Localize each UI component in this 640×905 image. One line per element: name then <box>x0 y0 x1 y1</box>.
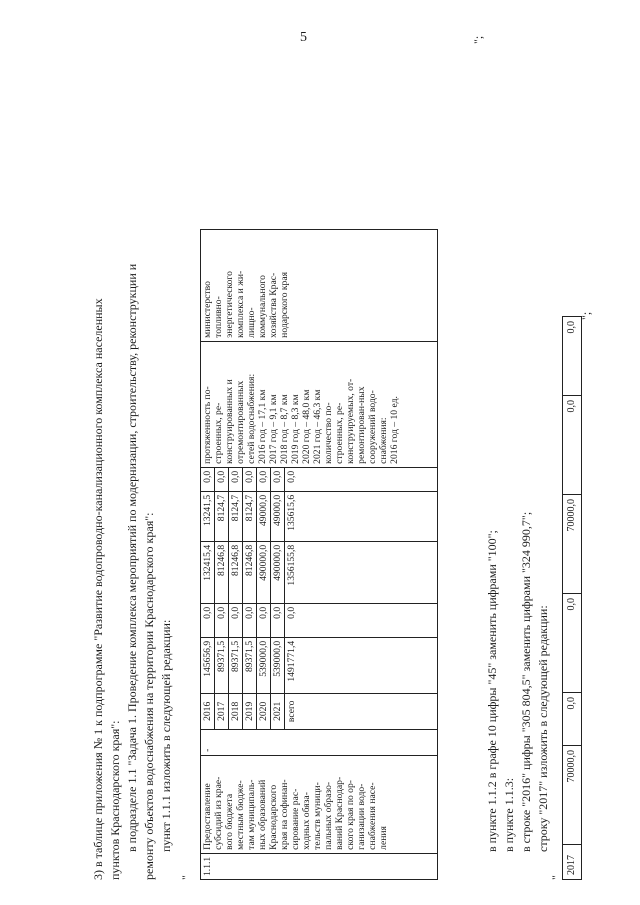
amendment-line: в пункте 1.1.2 в графе 10 цифры "45" заменить цифрами "100"; <box>485 530 499 852</box>
intro-line: пунктов Краснодарского края": <box>108 720 122 880</box>
executor: министерство топливно- энергетического комплекса и жи- лищно- коммунального хозяйства Крас- нодарского края <box>201 229 438 341</box>
year-cell: всего <box>285 693 438 729</box>
table-row <box>563 317 582 880</box>
total-cell: 145656,9 <box>201 637 215 693</box>
federal-cell: 0,0 <box>229 603 243 637</box>
municipal-cell: 49000,0 <box>271 491 285 541</box>
regional-cell: 0,0 <box>563 594 582 693</box>
year-cell: 2020 <box>257 693 271 729</box>
federal-cell: 0,0 <box>215 603 229 637</box>
total-cell: 539000,0 <box>257 637 271 693</box>
amendment-line: строку "2017" изложить в следующей редакции: <box>536 605 550 852</box>
regional-cell: 81246,8 <box>215 541 229 603</box>
municipal-cell: 49000,0 <box>257 491 271 541</box>
regional-cell: 1356155,8 <box>285 541 438 603</box>
status-mark: - <box>201 729 438 755</box>
federal-cell: 0,0 <box>201 603 215 637</box>
activity-name: Предоставление субсидий из крае- вого бюджета местным бюдже- там муниципаль- ных образований Краснодарского края на софинан- сирование рас- ходных обяза- тельств муници- пальных образо- ваний Краснодар- ского края по ор- ганизации водо- снабжения насе- ления <box>201 755 438 853</box>
year-cell: 2018 <box>229 693 243 729</box>
other-cell: 0,0 <box>229 467 243 491</box>
municipal-cell: 8124,7 <box>215 491 229 541</box>
intro-line: в подразделе 1.1 "Задача 1. Проведение комплекса мероприятий по модернизации, строительству, реконструкции и <box>125 263 139 852</box>
municipal-cell: 8124,7 <box>229 491 243 541</box>
total-cell: 89371,5 <box>243 637 257 693</box>
replacement-row-table <box>562 316 582 880</box>
open-quote: " <box>179 875 193 880</box>
total-cell: 89371,5 <box>215 637 229 693</box>
close-quote: "; <box>471 35 485 44</box>
municipal-cell: 8124,7 <box>243 491 257 541</box>
municipal-cell: 70000,0 <box>563 495 582 594</box>
municipal-cell: 135615,6 <box>285 491 438 541</box>
total-cell: 539000,0 <box>271 637 285 693</box>
open-quote: " <box>549 875 563 880</box>
year-cell: 2021 <box>271 693 285 729</box>
year-cell: 2017 <box>215 693 229 729</box>
federal-cell: 0,0 <box>257 603 271 637</box>
other-cell: 0,0 <box>201 467 215 491</box>
other-cell: 0,0 <box>257 467 271 491</box>
intro-line: ремонту объектов водоснабжения на территории Краснодарского края": <box>142 512 156 880</box>
year-cell: 2016 <box>201 693 215 729</box>
result-indicator: протяженность по- строенных, ре- конструированных и отремонтированных сетей водоснабжения: 2016 год – 17,1 км 2017 год – 9,1 км 2018 год – 8,7 км 2019 год – 8,3 км 2020 год – 48,0 км 2021 год – 46,3 км количество по- строенных, ре- конструируемых, от- ремонтирован-ных сооружений водо- снабжения: 2016 год – 10 ед. <box>201 341 438 467</box>
table-row <box>201 229 215 879</box>
other-cell: 0,0 <box>271 467 285 491</box>
other-cell: 0,0 <box>563 396 582 495</box>
regional-cell: 132415,4 <box>201 541 215 603</box>
year-cell: 2017 <box>563 845 582 880</box>
intro-line: пункт 1.1.1 изложить в следующей редакции: <box>159 619 173 852</box>
federal-cell: 0,0 <box>243 603 257 637</box>
year-cell: 2019 <box>243 693 257 729</box>
regional-cell: 81246,8 <box>243 541 257 603</box>
close-quote: "; <box>579 311 593 320</box>
page-number: 5 <box>300 30 307 45</box>
total-cell: 70000,0 <box>563 746 582 845</box>
federal-cell: 0,0 <box>563 693 582 746</box>
row-number: 1.1.1 <box>201 853 438 879</box>
extra-cell: 0,0 <box>563 317 582 396</box>
federal-cell: 0,0 <box>285 603 438 637</box>
other-cell: 0,0 <box>285 467 438 491</box>
program-table <box>200 229 438 880</box>
amendment-line: в пункте 1.1.3: <box>502 777 516 852</box>
total-cell: 89371,5 <box>229 637 243 693</box>
municipal-cell: 13241,5 <box>201 491 215 541</box>
intro-line: 3) в таблице приложения № 1 к подпрограмме "Развитие водопроводно-канализационного комплекса населенных <box>91 298 105 880</box>
rotated-document-body <box>90 20 610 880</box>
regional-cell: 490000,0 <box>271 541 285 603</box>
total-cell: 1491771,4 <box>285 637 438 693</box>
other-cell: 0,0 <box>215 467 229 491</box>
other-cell: 0,0 <box>243 467 257 491</box>
regional-cell: 490000,0 <box>257 541 271 603</box>
amendment-line: в строке "2016" цифры "305 804,5" заменить цифрами "324 990,7"; <box>519 511 533 852</box>
federal-cell: 0,0 <box>271 603 285 637</box>
regional-cell: 81246,8 <box>229 541 243 603</box>
